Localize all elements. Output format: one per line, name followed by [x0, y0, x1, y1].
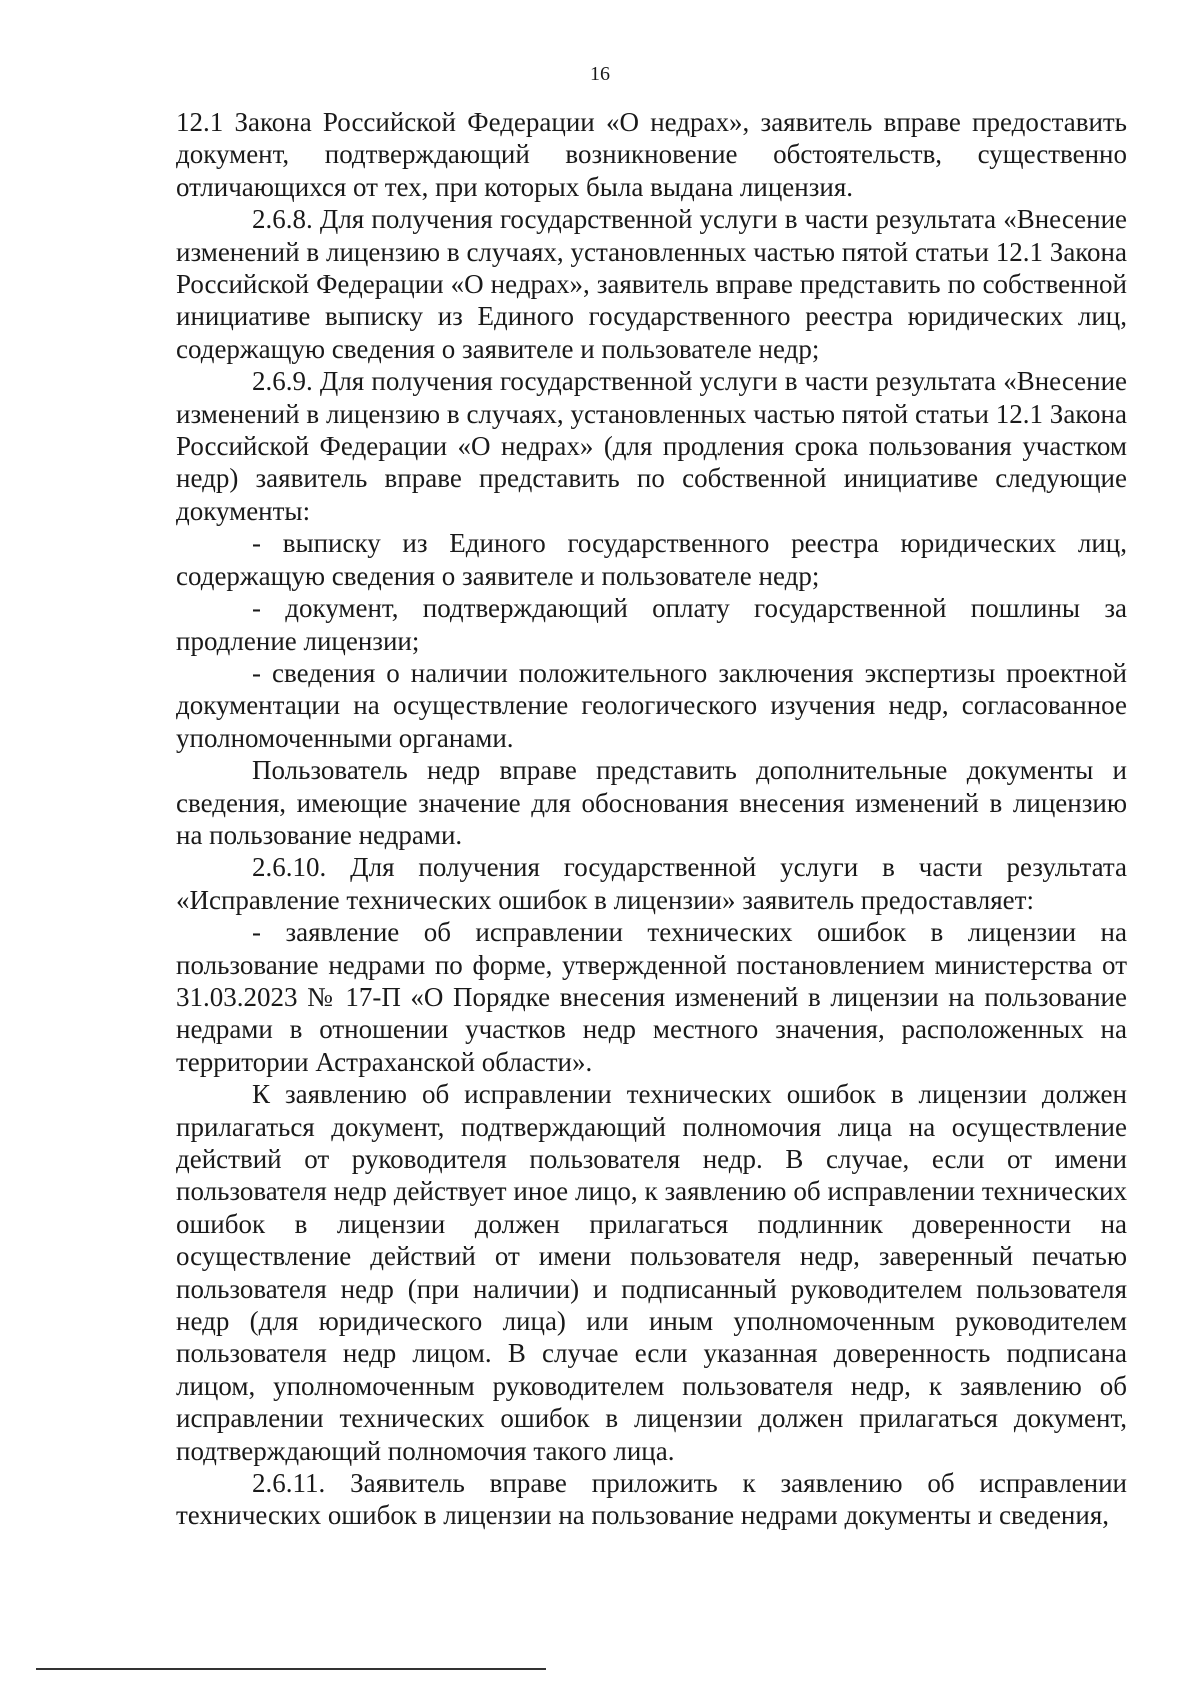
list-item-fee-payment: - документ, подтверждающий оплату государственной пошлины за продление лицензии;: [176, 593, 1127, 656]
paragraph-continuation: 12.1 Закона Российской Федерации «О недрах», заявитель вправе предоставить документ, подтверждающий возникновение обстоятельств, существенно отличающихся от тех, при которых была выдана лицензия.: [176, 107, 1127, 202]
bottom-divider: [36, 1668, 546, 1670]
page-number: 16: [590, 63, 610, 85]
list-item-expertise-conclusion: - сведения о наличии положительного заключения экспертизы проектной документации на осуществление геологического изучения недр, согласованное уполномоченными органами.: [176, 657, 1127, 753]
list-item-correction-application: - заявление об исправлении технических ошибок в лицензии на пользование недрами по форме, утвержденной постановлением министерства от 31.03.2023 № 17-П «О Порядке внесения изменений в лицензии на пользование недрами в отношении участков недр местного значения, расположенных на территории Астраханской области».: [176, 917, 1127, 1077]
paragraph-2-6-11: 2.6.11. Заявитель вправе приложить к заявлению об исправлении технических ошибок в лицензии на пользование недрами документы и сведения,: [176, 1468, 1127, 1531]
paragraph-2-6-10: 2.6.10. Для получения государственной услуги в части результата «Исправление технических ошибок в лицензии» заявитель предоставляет:: [176, 852, 1127, 915]
paragraph-2-6-9: 2.6.9. Для получения государственной услуги в части результата «Внесение изменений в лицензию в случаях, установленных частью пятой статьи 12.1 Закона Российской Федерации «О недрах» (для продления срока пользования участком недр) заявитель вправе представить по собственной инициативе следующие документы:: [176, 366, 1127, 526]
document-body: [176, 106, 1127, 1532]
paragraph-2-6-8: 2.6.8. Для получения государственной услуги в части результата «Внесение изменений в лицензию в случаях, установленных частью пятой статьи 12.1 Закона Российской Федерации «О недрах», заявитель вправе представить по собственной инициативе выписку из Единого государственного реестра юридических лиц, содержащую сведения о заявителе и пользователе недр;: [176, 204, 1127, 364]
list-item-registry-extract: - выписку из Единого государственного реестра юридических лиц, содержащую сведения о заявителе и пользователе недр;: [176, 528, 1127, 591]
paragraph-authority-documents: К заявлению об исправлении технических ошибок в лицензии должен прилагаться документ, подтверждающий полномочия лица на осуществление действий от руководителя пользователя недр. В случае, если от имени пользователя недр действует иное лицо, к заявлению об исправлении технических ошибок в лицензии должен прилагаться подлинник доверенности на осуществление действий от имени пользователя недр, заверенный печатью пользователя недр (при наличии) и подписанный руководителем пользователя недр (для юридического лица) или иным уполномоченным руководителем пользователя недр лицом. В случае если указанная доверенность подписана лицом, уполномоченным руководителем пользователя недр, к заявлению об исправлении технических ошибок в лицензии должен прилагаться документ, подтверждающий полномочия такого лица.: [176, 1079, 1127, 1466]
paragraph-additional-documents: Пользователь недр вправе представить дополнительные документы и сведения, имеющие значение для обоснования внесения изменений в лицензию на пользование недрами.: [176, 755, 1127, 850]
